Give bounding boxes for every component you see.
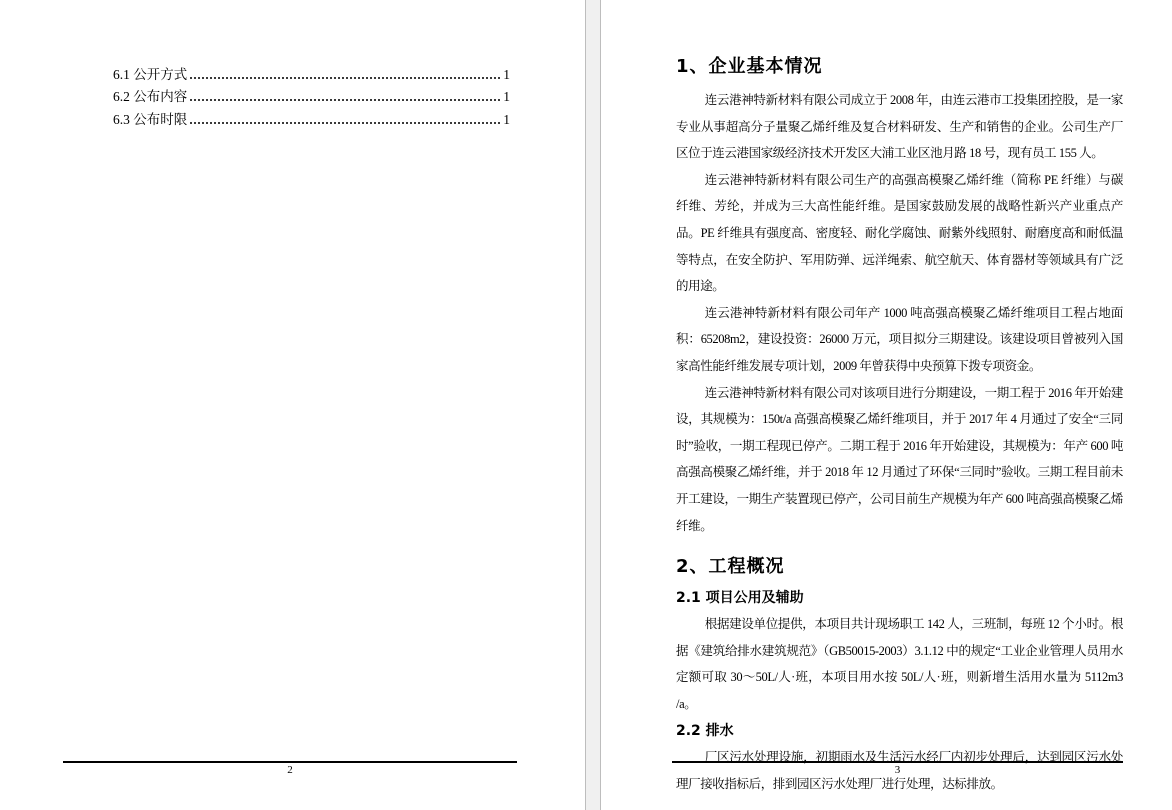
toc-page-number: 1 [503, 89, 510, 105]
page-divider [585, 0, 601, 810]
toc-page-number: 1 [503, 111, 510, 127]
toc-page-number: 1 [503, 66, 510, 82]
doc-paragraph: 连云港神特新材料有限公司成立于 2008 年，由连云港市工投集团控股，是一家专业从事超高分子量聚乙烯纤维及复合材料研发、生产和销售的企业。公司生产厂区位于连云港国家级经济技术开发区大浦工业区池月路 18 号，现有员工 155 人。 [676, 93, 1123, 161]
doc-paragraph: 连云港神特新材料有限公司生产的高强高模聚乙烯纤维（简称 PE 纤维）与碳纤维、芳纶，并成为三大高性能纤维。是国家鼓励发展的战略性新兴产业重点产品。PE 纤维具有强度高、密度轻、耐化学腐蚀、耐紫外线照射、耐磨度高和耐低温等特点，在安全防护、军用防弹、远洋绳索、航空航天、体育器材等领域具有广泛的用途。 [676, 172, 1123, 294]
page-footer [63, 761, 517, 778]
doc-paragraph: 连云港神特新材料有限公司年产 1000 吨高强高模聚乙烯纤维项目工程占地面积：65208m2，建设投资：26000 万元，项目拟分三期建设。该建设项目曾被列入国家高性能纤维发展专项计划，2009 年曾获得中央预算下拨专项资金。 [676, 305, 1123, 373]
toc-item [113, 105, 510, 128]
toc-leader-dots [190, 99, 500, 101]
page-footer [672, 761, 1123, 778]
doc-paragraph: 根据建设单位提供，本项目共计现场职工 142 人，三班制，每班 12 个小时。根据《建筑给排水建筑规范》（GB50015-2003）3.1.12 中的规定“工业企业管理人员用水定额可取 30～50L/人·班，本项目用水按 50L/人·班，则新增生活用水量为 5112m3 /a。 [676, 617, 1123, 711]
document-body [601, 0, 1172, 798]
doc-paragraph: 连云港神特新材料有限公司对该项目进行分期建设，一期工程于 2016 年开始建设，其规模为：150t/a 高强高模聚乙烯纤维项目，并于 2017 年 4 月通过了安全“三同时”验收，一期工程现已停产。二期工程于 2016 年开始建设，其规模为：年产 600 吨高强高模聚乙烯纤维，并于 2018 年 12 月通过了环保“三同时”验收。三期工程目前未开工建设，一期生产装置现已停产，公司目前生产规模为年产 600 吨高强高模聚乙烯纤维。 [676, 385, 1123, 533]
doc-heading-1: 1、企业基本情况 [676, 56, 823, 77]
toc-list [0, 0, 585, 128]
toc-item-label: 6.1 公开方式 [113, 66, 188, 82]
doc-heading-2: 2.1 项目公用及辅助 [676, 590, 804, 607]
document-page-left [0, 0, 585, 810]
toc-leader-dots [190, 77, 500, 79]
toc-item [113, 60, 510, 83]
toc-item [113, 83, 510, 106]
document-page-right [601, 0, 1172, 810]
toc-item-label: 6.2 公布内容 [113, 89, 188, 105]
doc-paragraph: 厂区污水处理设施，初期雨水及生活污水经厂内初步处理后，达到园区污水处理厂接收指标后，排到园区污水处理厂进行处理，达标排放。 [676, 750, 1123, 792]
toc-leader-dots [190, 122, 500, 124]
doc-heading-2: 2.2 排水 [676, 723, 734, 740]
doc-heading-1: 2、工程概况 [676, 556, 785, 578]
toc-item-label: 6.3 公布时限 [113, 111, 188, 127]
page-number: 3 [894, 764, 901, 776]
page-number: 2 [287, 764, 293, 776]
